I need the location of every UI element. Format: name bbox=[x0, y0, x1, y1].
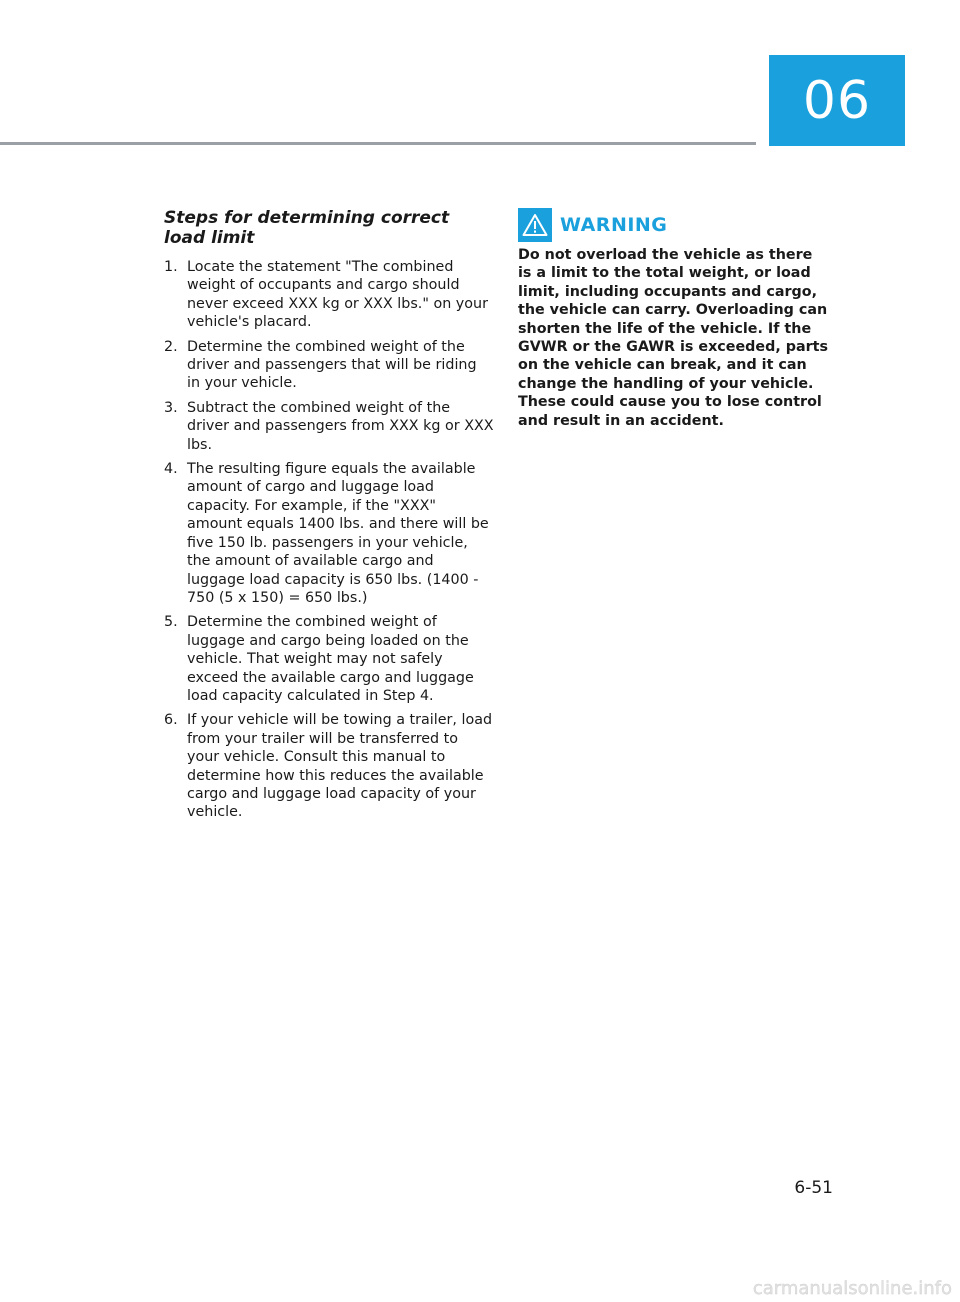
step-item bbox=[164, 460, 494, 607]
step-text: Determine the combined weight of the driver and passengers that will be riding in your vehicle. bbox=[187, 338, 477, 392]
step-item bbox=[164, 338, 494, 393]
warning-text: Do not overload the vehicle as there is a limit to the total weight, or load limit, including occupants and cargo, the vehicle can carry. Overloading can shorten the life of the vehicle. If the GVWR or the GAWR is exceeded, parts on the vehicle can break, and it can change the handling of your vehicle. These could cause you to lose control and result in an accident. bbox=[518, 247, 829, 429]
warning-header bbox=[518, 208, 830, 242]
header-rule bbox=[0, 142, 756, 145]
step-number: 4. bbox=[164, 461, 178, 478]
step-text: The resulting figure equals the available amount of cargo and luggage load capacity. For example, if the "XXX" amount equals 1400 lbs. and there will be five 150 lb. passengers in your vehicle, the amount of available cargo and luggage load capacity is 650 lbs. (1400 - 750 (5 x 150) = 650 lbs.) bbox=[187, 461, 489, 606]
page-number: 6-51 bbox=[794, 1178, 833, 1198]
step-item bbox=[164, 711, 494, 821]
step-text: Locate the statement "The combined weight of occupants and cargo should never exceed XXX kg or XXX lbs." on your vehicle's placard. bbox=[187, 259, 488, 331]
step-item bbox=[164, 258, 494, 332]
section-title: Steps for determining correct load limit bbox=[164, 208, 450, 248]
warning-box bbox=[518, 208, 830, 430]
step-number: 3. bbox=[164, 399, 178, 416]
warning-triangle-icon bbox=[518, 208, 552, 242]
step-item bbox=[164, 613, 494, 705]
load-limit-section bbox=[164, 208, 494, 828]
step-number: 6. bbox=[164, 712, 178, 729]
steps-list bbox=[164, 258, 494, 822]
step-text: If your vehicle will be towing a trailer, load from your trailer will be transferred to your vehicle. Consult this manual to determine how this reduces the available cargo and luggage load capacity of your vehicle. bbox=[187, 712, 493, 821]
warning-title: WARNING bbox=[560, 214, 668, 236]
step-text: Subtract the combined weight of the driver and passengers from XXX kg or XXX lbs. bbox=[187, 399, 494, 453]
step-number: 2. bbox=[164, 338, 178, 355]
step-text: Determine the combined weight of luggage and cargo being loaded on the vehicle. That weight may not safely exceed the available cargo and luggage load capacity calculated in Step 4. bbox=[187, 614, 474, 704]
chapter-tab: 06 bbox=[769, 55, 905, 146]
step-number: 1. bbox=[164, 259, 178, 275]
watermark-logo bbox=[656, 1274, 956, 1300]
step-item bbox=[164, 399, 494, 454]
step-number: 5. bbox=[164, 614, 178, 631]
svg-text:carmanualsonline.info: carmanualsonline.info bbox=[752, 1278, 952, 1299]
